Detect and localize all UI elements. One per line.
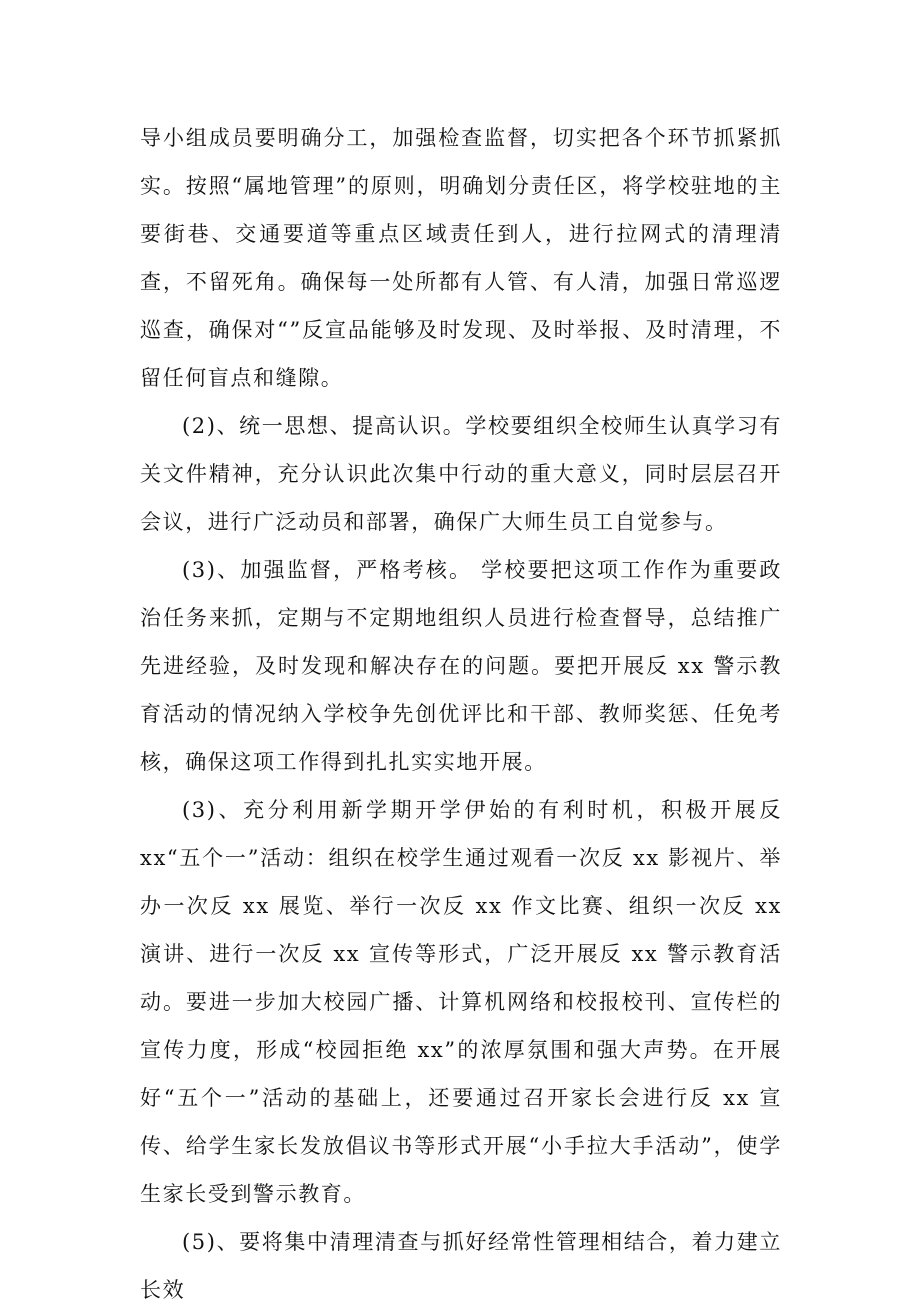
paragraph-2: (2)、统一思想、提高认识。学校要组织全校师生认真学习有关文件精神，充分认识此次集中行动的重大意义，同时层层召开会议，进行广泛动员和部署，确保广大师生员工自觉参与。	[140, 414, 782, 534]
paragraph-1: 导小组成员要明确分工，加强检查监督，切实把各个环节抓紧抓实。按照“属地管理”的原则，明确划分责任区，将学校驻地的主要街巷、交通要道等重点区域责任到人，进行拉网式的清理清查，不留死角。确保每一处所都有人管、有人清，加强日常巡逻巡查，确保对“”反宣品能够及时发现、及时举报、及时清理，不留任何盲点和缝隙。	[140, 126, 782, 390]
paragraph-5: (5)、要将集中清理清查与抓好经常性管理相结合，着力建立长效	[140, 1230, 782, 1302]
document-body	[140, 114, 782, 1314]
paragraph-3: (3)、加强监督，严格考核。 学校要把这项工作作为重要政治任务来抓，定期与不定期地组织人员进行检查督导，总结推广先进经验，及时发现和解决存在的问题。要把开展反 xx 警示教育活动的情况纳入学校争先创优评比和干部、教师奖惩、任免考核，确保这项工作得到扎扎实实地开展。	[140, 558, 782, 774]
paragraph-4: (3)、充分利用新学期开学伊始的有利时机，积极开展反 xx“五个一”活动：组织在校学生通过观看一次反 xx 影视片、举办一次反 xx 展览、举行一次反 xx 作文比赛、组织一次反 xx 演讲、进行一次反 xx 宣传等形式，广泛开展反 xx 警示教育活动。要进一步加大校园广播、计算机网络和校报校刊、宣传栏的 宣传力度，形成“校园拒绝 xx”的浓厚氛围和强大声势。在开展好“五个一”活动的基础上，还要通过召开家长会进行反 xx 宣传、给学生家长发放倡议书等形式开展“小手拉大手活动”，使学生家长受到警示教育。	[140, 798, 782, 1206]
